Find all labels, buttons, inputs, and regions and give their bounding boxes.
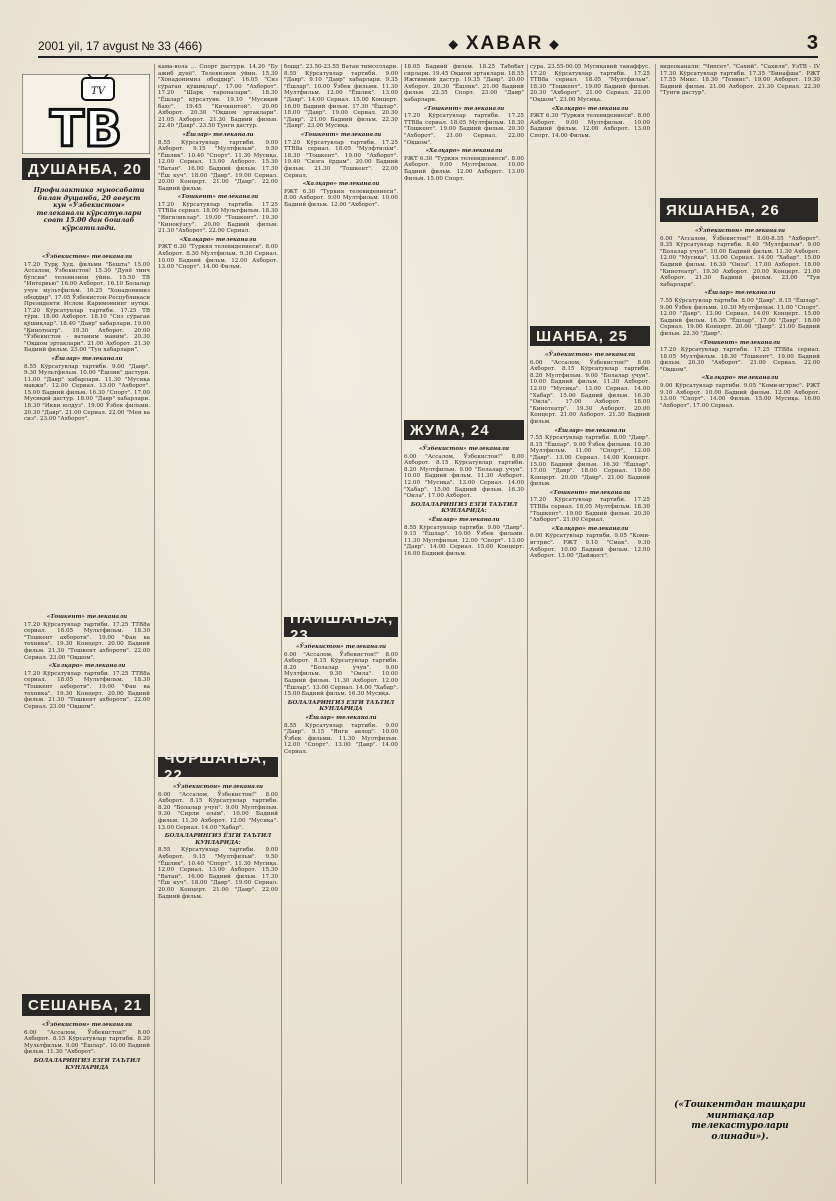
schedule-text: 8.55 Кўрсатувлар тартиби. 9.00 "Давр". 9.30 Мультфильм. 10.00 "Ёшлик" дастури. 11.00 "Давр" хабарлари. 11.30 "Мусиқа мавжи". 12.00 Сериал. 13.00 "Ахборот". 15.00 Бадиий фильм. 16.30 "Спорт". 17.00 Мусиқий дастур. 18.00 "Давр" хабарлари. 18.30 "Икки юлдуз". 19.00 Ўзбек фильми. 20.30 "Давр". 21.00 Сериал. 22.00 "Мен ва сиз". 23.00 "Ахборот". [24, 363, 150, 423]
channel-heading: «Халқаро» телеканали [425, 148, 503, 155]
schedule-text: 17.20 Кўрсатувлар тартиби. 17.25 ТТВ8а сериал. 18.00 Мультфильм. 18.30 "Янгиликлар". 19.00 "Тошкент". 19.30 "Кинокўзгу". 20.00 Бадиий фильм. 21.30 "Ахборот". 22.00 Сериал. [158, 201, 278, 235]
channel-heading: «Ёшлар» телеканали [428, 516, 500, 523]
channel-heading: «Ўзбекистон» телеканали [694, 228, 786, 234]
channel-heading: «Ёшлар» телеканали [182, 131, 254, 138]
channel-heading: «Халқаро» телеканали [48, 663, 126, 670]
schedule-text: 8.55 Кўрсатувлар тартиби. 9.00 Ахборот. 9.15 "Мултфильм". 9.50 "Ёшлик". 10.40 "Спорт". 11.30 Мусиқа. 12.00 Сериал. 13.00 Ахборот. 15.30 "Ватан". 16.00 Бадиий фильм. 17.30 "Ёш куч". 18.00 "Давр". 19.00 Сериал. 20.00 Концерт. 21.00 "Давр". 22.00 Бадиий фильм. [158, 139, 278, 192]
schedule-text: 6.00 "Ассалом, Ўзбекистон!" 8.00-8.35 "Ахборот". 8.35 Кўрсатувлар тартиби. 8.40 "Мултфильм". 9.00 "Болалар учун". 10.00 Бадиий фильм. 11.30 Ахборот. 12.00 "Мусиқа". 13.00 Сериал. 14.00 "Хабар". 15.00 Бадиий фильм. 16.30 "Оила". 17.00 Ахборот. 18.00 "Кинотеатр". 19.30 Ахборот. 20.00 Концерт. 21.00 Ахборот. 21.30 Бадиий фильм. 23.00 "Тун хабарлари". [660, 235, 820, 288]
schedule-column-1a [24, 252, 150, 612]
column-divider [527, 64, 528, 1184]
schedule-text: 6.00 "Ассалом, Ўзбекистон!" 8.00 Ахборот. 8.15 Кўрсатувлар тартиби. 8.20 "Болалар учун". 9.00 Мултфильм. 9.30 "Оила". 10.00 Бадиий фильм. 11.30 Ахборот. 12.00 "Ёшлар". 13.00 Сериал. 14.00 "Хабар". 15.00 Бадиий фильм. 16.30 Мусиқа. [284, 651, 398, 698]
schedule-text: 8.55 Кўрсатувлар тартиби. 9.00 "Давр". 9.15 "Янги авлод". 10.00 Ўзбек фильми. 11.30 Мултфильм. 12.00 "Спорт". 13.00 "Давр". 14.00 Сериал. [284, 722, 398, 755]
schedule-text: 6.00 "Ассалом, Ўзбекистон!" 8.00 Ахборот. 8.15 Кўрсатувлар тартиби. 8.20 Мултфильм. 9.00 "Болалар учун". 10.00 Бадиий фильм. 11.30 Ахборот. 12.00 "Мусиқа". 13.00 Сериал. 14.00 "Хабар". 15.00 Бадиий фильм. 16.30 "Оила". 17.00 Ахборот. 18.00 "Кинотеатр". 19.30 Ахборот. 20.00 Концерт. 21.00 Ахборот. 21.30 Бадиий фильм. [530, 359, 650, 425]
day-heading-friday: ЖУМА, 24 [404, 420, 524, 440]
channel-heading: «Тошкент» телеканали [300, 131, 382, 138]
day-heading-thursday: ПАЙШАНБА, 23 [284, 617, 398, 637]
channel-heading: «Ўзбекистон» телеканали [41, 1022, 133, 1028]
schedule-text: видеоканали: "Чипсет". "Сахий". "Сахиля". УзТВ - IV 17.30 Кўрсатувлар тартиби. 17.35 "Бинафша". РЖТ 17.55 Микс. 18.30 "Теннис". 19.00 Ахборот. 19.30 Бадиий фильм. 21.00 Ахборот. 21.30 Сериал. 22.30 "Тунги дастур". [660, 64, 820, 97]
channel-heading: «Халқаро» телеканали [551, 525, 629, 532]
schedule-column-2b [158, 782, 278, 1182]
schedule-text: РЖТ 6.30 "Туркия телевидениеси". 8.00 Ахборот. 9.00 Мултфильм. 10.00 Бадиий фильм. 12.00 Ахборот. 13.00 Спорт. 14.00 Фильм. [530, 113, 650, 139]
logo-small-text: TV [91, 86, 105, 97]
channel-heading: «Ёшлар» телеканали [554, 427, 626, 434]
channel-heading: «Тошкент» телеканали [549, 489, 631, 496]
schedule-text: 17.20 Кўрсатувлар тартиби. 17.25 ТТВ8а сериал. 18.05 Мултфильм. 18.30 "Тошкент". 19.00 Бадиий фильм. 20.30 "Ахборот". 21.00 Сериал. 22.00 "Оқшом". [660, 347, 820, 373]
day-heading-tuesday: СЕШАНБА, 21 [22, 994, 150, 1016]
logo-big-text: TB [49, 100, 123, 154]
schedule-text: 6.00 "Ассалом, Ўзбекистон!" 8.00 Ахборот. 8.15 Кўрсатувлар тартиби. 8.20 "Болалар учун". 9.00 Мултфильм. 9.30 "Сирли олам". 10.00 Бадиий фильм. 11.30 Ахборот. 12.00 "Мусиқа". 13.00 Сериал. 14.00 "Хабар". [158, 791, 278, 831]
channel-heading: «Ёшлар» телеканали [704, 290, 776, 297]
schedule-text: 17.20 Кўрсатувлар тартиби. 17.25 ТТВ8а сериал. 18.05 Мультфильм. 18.30 "Тошкент ахбороти". 19.00 "Фан ва техника". 19.30 Концерт. 20.00 Бадиий фильм. 21.30 "Тошкент ахбороти". 22.00 Сериал. 23.00 "Оқшом". [24, 621, 150, 661]
schedule-text: 6.00 Кўрсатувлар тартиби. 9.05 "Коми-игтрис". РЖТ 9.10 "Смак". 9.30 Ахборот. 10.00 Бадиий фильм. 12.00 Ахборот. 13.00 "Дайжест". [530, 533, 650, 560]
schedule-column-4b [404, 444, 524, 1182]
schedule-text: РЖТ 6.30 "Туркия телевидениеси". 8.00 Ахборот. 9.00 Мултфильм. 10.00 Бадиий фильм. 12.00 Ахборот. 13.00 Фильм. 15.00 Спорт. [404, 155, 524, 182]
channel-heading: «Ўзбекистон» телеканали [418, 446, 510, 452]
channel-heading: «Тошкент» телеканали [46, 614, 128, 620]
column-divider [154, 64, 155, 1184]
section-heading: БОЛАЛАРИНГИЗ ЁЗГИ ТАЪТИЛ КУНЛАРИДА: [164, 833, 272, 846]
section-heading: БОЛАЛАРИНГИЗ ЕЗГИ ТАЪТИЛ КУНЛАРИДА: [410, 501, 518, 515]
channel-heading: «Ўзбекистон» телеканали [295, 644, 387, 650]
channel-heading: «Ёшлар» телеканали [305, 714, 377, 721]
channel-heading: «Тошкент» телеканали [423, 105, 505, 112]
schedule-text: кама-вола ... Спорт дастури. 14.20 "Бу ажиб дунё". Телевизион ўйин. 15.30 "Хонадонимиз ободдир". 16.05 "Сиз сўраган қўшиқлар". 17.00 "Ахборот". 17.20 "Шарқ тароналари". 18.30 "Ёшлар" кўрсатуви. 19.10 "Мусиқий бахс". 19.45 "Кичкинтой". 20.00 Ахборот. 20.30 "Оқшом эртаклари". 21.05 Ахборот. 21.30 Бадиий фильм. 22.40 "Давр". 23.50 Тунги дастур. [158, 64, 278, 130]
schedule-column-1b [24, 612, 150, 992]
paper-name [443, 33, 567, 56]
schedule-column-5a [530, 64, 650, 322]
channel-heading: «Халқаро» телеканали [302, 181, 380, 188]
schedule-column-2a [158, 64, 278, 754]
channel-heading: «Ўзбекистон» телеканали [41, 254, 133, 260]
column-divider [655, 64, 656, 1184]
section-heading: БОЛАЛАРИНГИЗ ЕЗГИ ТАЪТИЛ КУНЛАРИДА [33, 1057, 141, 1071]
schedule-text: 18.05 Бадиий фильм. 18.25 Табобат сирлари. 19.45 Оқшом эртаклари. 18.55 Ижтимоий дастур. 19.35 "Давр". 20.00 Ахборот. 20.30 "Ёшлик". 21.00 Бадиий фильм. 22.35 Спорт. 23.00 "Давр" хабарлари. [404, 64, 524, 103]
column-divider [401, 64, 402, 1184]
channel-heading: «Халқаро» телеканали [551, 105, 629, 112]
schedule-text: 17.20 Кўрсатувлар тартиби. 17.25 ТТВ8а сериал. 18.05 "Мулфтильм". 18.30 "Тошкент". 19.00 "Ахборот". 19.40 "Сизга ёрдам". 20.00 Бадиий фильм. 21.30 "Тошкент". 22.00 Сериал. [284, 139, 398, 179]
channel-heading: «Ўзбекистон» телеканали [544, 352, 636, 358]
tv-logo [22, 74, 150, 154]
channel-heading: «Ёшлар» телеканали [51, 355, 123, 362]
schedule-column-4a [404, 64, 524, 416]
schedule-text: 9.00 Кўрсатувлар тартиби. 9.05 "Коми-игтрис". РЖТ 9.10 Ахборот. 10.00 Бадиий фильм. 12.00 Ахборот. 13.00 "Спорт". 14.00 Фильм. 15.00 Мусиқа. 16.00 "Ахборот". 17.00 Сериал. [660, 383, 820, 409]
issue-info: 2001 yil, 17 avgust № 33 (466) [38, 39, 203, 53]
schedule-column-3a [284, 64, 398, 612]
day-heading-sunday: ЯКШАНБА, 26 [660, 198, 818, 222]
schedule-text: бошд". 23.50-23.55 Ватан тимсоллари. 8.55 Кўрсатувлар тартиби. 9.00 "Давр". 9.10 "Давр" хабарлари. 9.35 "Ёшлар". 10.00 Ўзбек фильми. 11.30 Мултфильм. 12.00 "Ёшлик". 13.00 "Давр". 14.00 Сериал. 15.00 Концерт. 16.00 Бадиий фильм. 17.30 "Ёшлар". 18.00 "Давр". 19.00 Сериал. 20.30 "Давр". 21.00 Бадиий фильм. 22.30 "Давр". 23.00 Мусиқа. [284, 64, 398, 130]
paper-name-text: XABAR [465, 33, 544, 54]
broadcast-notice: Профилактика муносабати билан душанба, 20 август кун «Ўзбекистон» телеканали кўрсатувлари соат 15.00 дан бошлаб кўрсатилади. [33, 186, 145, 232]
schedule-column-6b [660, 226, 820, 1092]
day-heading-monday: ДУШАНБА, 20 [22, 158, 150, 180]
page-number: 3 [806, 32, 818, 54]
channel-heading: «Тошкент» телеканали [177, 194, 259, 201]
schedule-text: 8.55 Кўрсатувлар тартиби. 9.00 Ахборот. 9.15 "Мултфильм". 9.50 "Ёшлик". 10.40 "Спорт". 11.30 Мусиқа. 12.00 Сериал. 13.00 Ахборот. 15.30 "Ватан". 16.00 Бадиий фильм. 17.30 "Ёш куч". 18.00 "Давр". 19.00 Сериал. 20.00 Концерт. 21.00 "Давр". 22.00 Бадиий фильм. [158, 847, 278, 900]
page-header [38, 30, 818, 58]
channel-heading: «Тошкент» телеканали [699, 339, 781, 346]
column-divider [281, 64, 282, 1184]
channel-heading: «Халқаро» телеканали [701, 375, 779, 382]
schedule-text: 17.20 Кўрсатувлар тартиби. 17.25 ТТВ8а сериал. 18.05 Мултфильм. 18.30 "Тошкент". 19.00 Бадиий фильм. 20.30 "Ахборот". 21.00 Сериал. [530, 497, 650, 524]
schedule-text: 7.55 Кўрсатувлар тартиби. 8.00 "Давр". 8.15 "Ёшлар". 9.00 Ўзбек фильми. 10.30 Мултфильм. 11.00 "Спорт". 12.00 "Давр". 13.00 Сериал. 14.00 Концерт. 15.00 Бадиий фильм. 16.30 "Ёшлар". 17.00 "Давр". 18.00 Сериал. 19.00 Концерт. 20.00 "Давр". 21.00 Бадиий фильм. 22.30 "Давр". [660, 297, 820, 337]
schedule-column-5b [530, 350, 650, 1182]
schedule-column-1c [24, 1020, 150, 1180]
channel-heading: «Ўзбекистон» телеканали [172, 784, 264, 790]
schedule-text: 17.20 Турк Худ. фильми "Бешта" 15.00 Ассалом, Ўзбекистон! 15.30 "Дунё тинч бўлсин" телевизион ўйин. 15.50 ТВ "Интервью" 16.00 Ахборот. 16.10 Болалар учун мультфильм. 16.25 "Хонадонимиз ободдир". 17.05 Ўзбекистон Республикаси Президенти Ислом Каримовнинг нутқи. 17.20 Кўрсатувлар тартиби. 17.25 ТВ тўри. 18.00 Ахборот. 18.10 "Сиз сўраган қўшиқлар". 18.40 "Давр" хабарлари. 19.00 "Кинотеатр". 19.30 Ахборот. 20.00 "Ўзбекистон - ватаним маним". 20.30 "Оқшом эртаклари". 21.00 Ахборот. 21.30 Бадиий фильм. 23.00 "Тун хабарлари". [24, 261, 150, 354]
schedule-text: 17.20 Кўрсатувлар тартиби. 17.25 ТТВ8а сериал. 18.05 Мультфильм. 18.30 "Тошкент ахбороти". 19.00 "Фан ва техника". 19.30 Концерт. 20.00 Бадиий фильм. 21.30 "Тошкент ахбороти". 22.00 Сериал. 23.00 "Оқшом". [24, 670, 150, 710]
schedule-text: РЖТ 6.30 "Туркия телевидениеси". 8.00 Ахборот. 9.00 Мултфильм. 10.00 Бадиий фильм. 12.00 "Ахборот". [284, 188, 398, 208]
diamond-icon: ◆ [448, 36, 460, 51]
schedule-text: 7.55 Кўрсатувлар тартиби. 8.00 "Давр". 8.15 "Ёшлар". 9.00 Ўзбек фильми. 10.30 Мултфильм. 11.00 "Спорт". 12.00 "Давр". 13.00 Сериал. 14.00 Концерт. 15.00 Бадиий фильм. 16.30 "Ёшлар". 17.00 "Давр". 18.00 Сериал. 19.00 Концерт. 20.00 "Давр". 21.00 Бадиий фильм. [530, 435, 650, 488]
schedule-text: 8.55 Кўрсатувлар тартиби. 9.00 "Давр". 9.15 "Ёшлар". 10.00 Ўзбек фильми. 11.30 Мултфильм. 12.00 "Спорт". 13.00 "Давр". 14.00 Сериал. 15.00 Концерт. 16.00 Бадиий фильм. [404, 524, 524, 557]
schedule-text: 6.00 "Ассалом, Ўзбекистон!" 8.00 Ахборот. 8.15 Кўрсатувлар тартиби. 8.20 Мултфильм. 9.00 "Болалар учун". 10.00 Бадиий фильм. 11.30 Ахборот. 12.00 "Мусиқа". 13.00 Сериал. 14.00 "Хабар". 15.00 Бадиий фильм. 16.30 "Оила". 17.00 Ахборот. [404, 453, 524, 500]
schedule-text: 17.20 Кўрсатувлар тартиби. 17.25 ТТВ8а сериал. 18.05 Мултфильм. 18.30 "Тошкент". 19.00 Бадиий фильм. 20.30 "Ахборот". 21.00 Сериал. 22.00 "Оқшом". [404, 113, 524, 146]
schedule-column-3b [284, 642, 398, 1182]
schedule-text: 6.00 "Ассалом, Ўзбекистон!" 8.00 Ахборот. 8.15 Кўрсатувлар тартиби. 8.20 Мультфильм. 9.00 "Ёшлар". 10.00 Бадиий фильм. 11.30 "Ахборот". [24, 1029, 150, 1056]
day-heading-wednesday: ЧОРШАНБА, 22 [158, 757, 278, 777]
schedule-text: сура. 23.55-00.05 Мусиқавий танаффус. 17.20 Кўрсатувлар тартиби. 17.25 ТТВ8а сериал. 18.05 "Мултфильм". 18.30 "Тошкент". 19.00 Бадиий фильм. 20.30 "Ахборот". 21.00 Сериал. 22.00 "Оқшом". 23.00 Мусиқа. [530, 64, 650, 103]
section-heading: БОЛАЛАРИНГИЗ ЕЗГИ ТАЪТИЛ КУНЛАРИДА [287, 699, 395, 713]
schedule-column-6a [660, 64, 820, 194]
footer-note: («Тошкентдан ташқари минтақалар телекастуролари олинади»). [674, 1100, 806, 1142]
day-heading-saturday: ШАНБА, 25 [530, 326, 650, 346]
channel-heading: «Халқаро» телеканали [179, 236, 257, 243]
schedule-text: РЖТ 6.30 "Туркия телевидениеси". 8.00 Ахборот. 8.30 Мултфильм. 9.30 Сериал. 10.00 Бадиий фильм. 12.00 Ахборот. 13.00 "Спорт". 14.00 Фильм. [158, 244, 278, 271]
diamond-icon: ◆ [549, 36, 561, 51]
